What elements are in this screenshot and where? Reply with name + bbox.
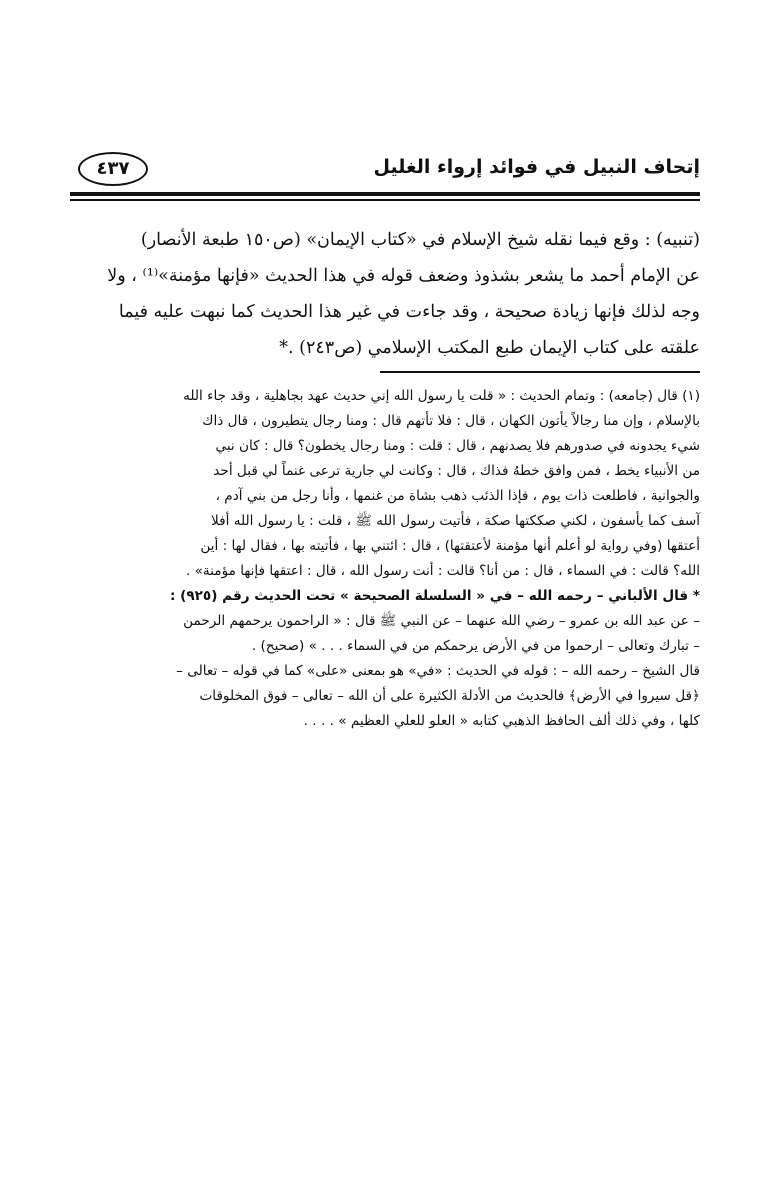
footnote-line: ﴿قل سيروا في الأرض﴾ فالحديث من الأدلة الكثيرة على أن الله – تعالى – فوق المخلوقات <box>199 688 700 704</box>
albani-note-heading: * قال الألباني – رحمه الله – في « السلسلة الصحيحة » تحت الحديث رقم (٩٢٥) : <box>169 588 700 604</box>
main-text-line: وجه لذلك فإنها زيادة صحيحة ، وقد جاءت في غير هذا الحديث كما نبهت عليه فيما <box>118 302 700 322</box>
page-header <box>70 150 700 194</box>
header-rule-thin <box>70 199 700 201</box>
header-rule-thick <box>70 192 700 196</box>
main-text-line: عن الإمام أحمد ما يشعر بشذوذ وضعف قوله في هذا الحديث «فإنها مؤمنة»⁽¹⁾ ، ولا <box>107 266 700 286</box>
footnote-line: الله؟ قالت : في السماء ، قال : من أنا؟ قالت : أنت رسول الله ، قال : اعتقها فإنها مؤمنة» . <box>185 563 700 579</box>
footnote-line: كلها ، وفي ذلك ألف الحافظ الذهبي كتابه « العلو للعلي العظيم » . . . . <box>303 713 700 729</box>
footnote-separator <box>380 371 700 373</box>
footnote-line: – عن عبد الله بن عمرو – رضي الله عنهما – عن النبي ﷺ قال : « الراحمون يرحمهم الرحمن <box>183 613 700 629</box>
footnote-line: (١) قال (جامعه) : وتمام الحديث : « قلت يا رسول الله إني حديث عهد بجاهلية ، وقد جاء الله <box>183 388 700 404</box>
footnote-line: أعتقها (وفي رواية لو أعلم أنها مؤمنة لأعتقتها) ، قال : ائتني بها ، فأتيته بها ، فقال لها : أين <box>200 538 700 554</box>
footnote-line: بالإسلام ، وإن منا رجالاً يأتون الكهان ، قال : فلا تأتهم قال : ومنا رجال يتطيرون ، قال ذاك <box>202 413 700 429</box>
footnotes <box>66 384 700 734</box>
page-number: ٤٣٧ <box>96 158 130 179</box>
footnote-line: والجوانية ، فاطلعت ذات يوم ، فإذا الذئب ذهب بشاة من غنمها ، وأنا رجل من بني آدم ، <box>215 488 700 504</box>
footnote-line: آسف كما يأسفون ، لكني صككتها صكة ، فأتيت رسول الله ﷺ ، قلت : يا رسول الله أفلا <box>211 513 700 529</box>
running-title: إتحاف النبيل في فوائد إرواء الغليل <box>373 156 700 178</box>
footnote-line: شيء يجدونه في صدورهم فلا يصدنهم ، قال : قلت : ومنا رجال يخطون؟ قال : كان نبي <box>215 438 700 454</box>
main-text <box>66 222 700 366</box>
page-number-oval <box>78 152 148 186</box>
main-text-line: علقته على كتاب الإيمان طبع المكتب الإسلامي (ص٢٤٣) .* <box>279 338 700 358</box>
footnote-line: من الأنبياء يخط ، فمن وافق خطهُ فذاك ، قال : وكانت لي جارية ترعى غنماً لي قبل أحد <box>213 463 700 479</box>
footnote-line: – تبارك وتعالى – ارحموا من في الأرض يرحمكم من في السماء . . . » (صحيح) . <box>251 638 700 654</box>
main-text-line: (تنبيه) : وقع فيما نقله شيخ الإسلام في «كتاب الإيمان» (ص١٥٠ طبعة الأنصار) <box>140 230 700 250</box>
footnote-line: قال الشيخ – رحمه الله – : قوله في الحديث : «في» هو بمعنى «على» كما في قوله – تعالى – <box>176 663 700 679</box>
